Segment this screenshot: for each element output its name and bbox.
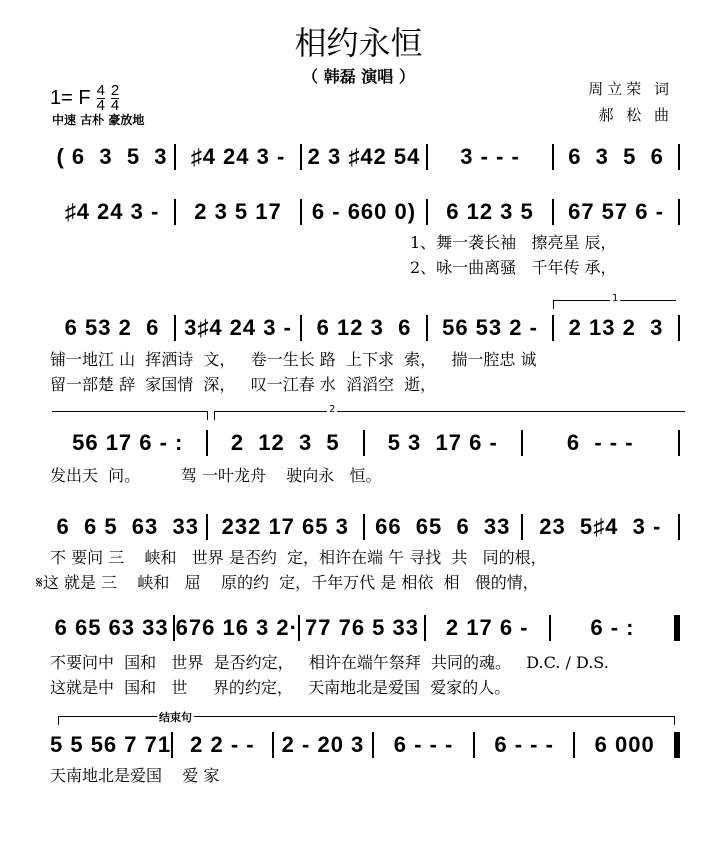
composer: 郝 松 曲 xyxy=(598,106,673,124)
measure: 2 - 20 3 xyxy=(281,732,365,757)
tempo-marking: 中速 古朴 豪放地 xyxy=(52,113,145,127)
measure: 6 65 63 33 xyxy=(54,615,169,640)
volta-second: 2 xyxy=(214,411,685,420)
measure: 6 - - - xyxy=(566,430,634,455)
measure: 5 3 17 6 - xyxy=(387,430,498,455)
measure: ♯4 24 3 - xyxy=(64,199,160,224)
staff-line-7 xyxy=(50,731,680,759)
lyric-line: 2、咏一曲离骚 千年传 承， xyxy=(410,258,617,277)
measure: 5 5 56 7 71 xyxy=(50,732,172,757)
volta-first: 1 xyxy=(553,300,676,309)
measure: 6 12 3 5 xyxy=(446,199,534,224)
measure: 2 2 - - xyxy=(190,732,255,757)
measure: 2 3 ♯42 54 xyxy=(307,144,421,169)
measure: 6 - - - xyxy=(393,732,454,757)
measure: 66 65 6 33 xyxy=(375,514,511,539)
staff-line-5 xyxy=(50,513,680,541)
measure: 232 17 65 3 xyxy=(221,514,349,539)
lyric-line: 不要问中 国和 世界 是否约定， 相许在端午祭拜 共同的魂。 D.C. / D.S. xyxy=(50,653,609,672)
performer: （ 韩磊 演唱 ） xyxy=(302,67,415,86)
measure: 6 000 xyxy=(594,732,655,757)
measure: 2 13 2 3 xyxy=(568,315,664,340)
measure: 3♯4 24 3 - xyxy=(184,315,292,340)
measure: 77 76 5 33 xyxy=(305,615,419,640)
barline xyxy=(674,732,680,758)
measure: 67 57 6 - xyxy=(568,199,664,224)
barline xyxy=(674,615,680,641)
staff-line-2 xyxy=(50,198,680,226)
staff-line-3 xyxy=(50,314,680,342)
measure: 3 - - - xyxy=(460,144,520,169)
lyric-line: 铺一地江 山 挥洒诗 文， 卷一生长 路 上下求 索， 揣一腔忠 诚 xyxy=(50,350,537,369)
measure: 6 - : xyxy=(590,615,635,640)
lyric-line: 𝄋这 就是 三 峡和 屈 原的约 定，千年万代 是 相依 相 偎的情， xyxy=(36,573,539,592)
measure: 23 5♯4 3 - xyxy=(539,514,662,539)
measure: 2 12 3 5 xyxy=(230,430,340,455)
volta-first-end xyxy=(52,411,208,420)
measure: 6 - - - xyxy=(494,732,554,757)
barline xyxy=(678,514,680,540)
measure: 2 17 6 - xyxy=(445,615,529,640)
measure: ( 6 3 5 3 xyxy=(56,144,168,169)
time-signature-4-4: $\frac{4}{4}$ xyxy=(96,82,105,114)
measure: 56 17 6 - : xyxy=(72,430,184,455)
lyric-line: 1、舞一袭长袖 擦亮星 辰， xyxy=(410,233,617,252)
measure: ♯4 24 3 - xyxy=(190,144,286,169)
measure: 2 3 5 17 xyxy=(194,199,282,224)
key: 1= F xyxy=(50,87,91,109)
time-signature-2-4: $\frac{2}{4}$ xyxy=(110,82,120,114)
measure: 6 6 5 63 33 xyxy=(56,514,199,539)
staff-line-6 xyxy=(50,614,680,642)
staff-line-1 xyxy=(50,143,680,171)
barline xyxy=(678,430,680,456)
barline xyxy=(678,144,680,170)
key-signature xyxy=(50,84,119,113)
staff-line-4 xyxy=(50,429,680,457)
lyric-line: 这就是中 国和 世 界的约定， 天南地北是爱国 爱家的人。 xyxy=(50,678,511,697)
lyric-line: 不 要问 三 峡和 世界 是否约 定，相许在端 午 寻找 共 同的根， xyxy=(50,548,547,567)
measure: 6 53 2 6 xyxy=(64,315,160,340)
song-title: 相约永恒 xyxy=(294,24,423,62)
barline xyxy=(678,315,680,341)
lyric-line: 天南地北是爱国 爱 家 xyxy=(50,766,220,785)
ending-bracket: 结束句 xyxy=(58,716,675,725)
lyric-line: 发出天 问。 驾 一叶龙舟 驶向永 恒。 xyxy=(50,466,382,485)
lyricist: 周立荣 词 xyxy=(588,80,673,98)
barline xyxy=(678,199,680,225)
measure: 56 53 2 - xyxy=(442,315,538,340)
measure: 6 - 660 0) xyxy=(311,199,417,224)
measure: 676 16 3 2· xyxy=(175,615,298,640)
measure: 6 12 3 6 xyxy=(316,315,412,340)
lyric-line: 留一部楚 辞 家国情 深， 叹一江春 水 滔滔空 逝， xyxy=(50,375,437,394)
measure: 6 3 5 6 xyxy=(568,144,664,169)
